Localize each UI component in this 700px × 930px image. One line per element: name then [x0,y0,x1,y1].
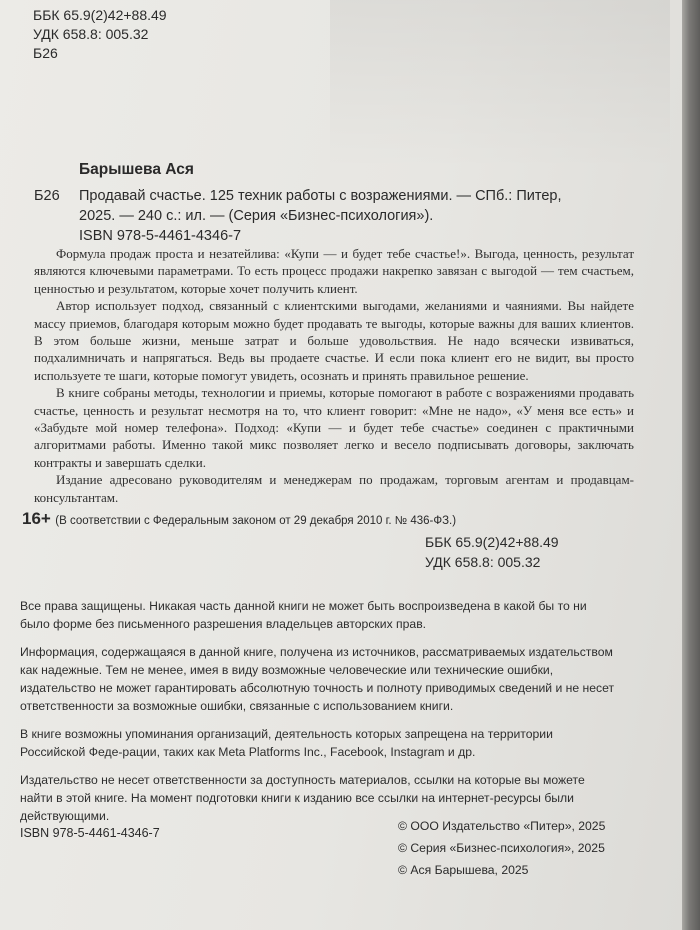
age-rating-mark: 16+ [22,509,51,528]
legal-paragraph: Издательство не несет ответственности за доступность материалов, ссылки на которые вы можете найти в этой книге. На момент подготовки книги к изданию все ссылки на интернет-ресурсы были действующими. [20,773,585,823]
classification-codes-bottom [425,532,559,572]
biblio-title: Продавай счастье. 125 техник работы с возражениями. — СПб.: Питер, [79,188,562,204]
author-sign: Б26 [33,45,58,61]
age-rating-law: (В соответствии с Федеральным законом от 29 декабря 2010 г. № 436-ФЗ.) [55,515,457,527]
biblio-line-2: 2025. — 240 с.: ил. — (Серия «Бизнес-психология»). [79,208,434,224]
annotation-paragraph: В книге собраны методы, технологии и приемы, которые помогают в работе с возражениями продавать счастье, ценность и результат несмотря на то, что клиент говорит: «Мне не надо», «У меня все есть» и «Забудьте мой номер телефона». Подход: «Купи — и будет тебе счастье» соединен с практичными алгоритмами работы. Именно такой микс позволяет легко и весело подписывать договоры, заключать контракты и завершать сделки. [34,385,634,470]
udk-code: УДК 658.8: 005.32 [425,554,541,570]
udk-code: УДК 658.8: 005.32 [33,26,149,42]
isbn-bottom: ISBN 978-5-4461-4346-7 [20,826,160,840]
annotation-paragraph: Формула продаж проста и незатейлива: «Купи — и будет тебе счастье!». Выгода, ценность, результат являются ключевыми параметрами. То есть процесс продажи накрепко завязан с выгодой — тем счастьем, ценностью и результатом, которые хочет получить клиент. [34,246,634,296]
biblio-line-1 [34,186,634,206]
bibliographic-record [34,186,634,246]
page-edge-shadow [682,0,700,930]
legal-paragraph: Все права защищены. Никакая часть данной книги не может быть воспроизведена в какой бы то ни было форме без письменного разрешения владельцев авторских прав. [20,599,587,631]
annotation [34,245,634,506]
age-rating [22,509,456,529]
biblio-isbn: ISBN 978-5-4461-4346-7 [79,228,242,244]
copyright-line: © Серия «Бизнес-психология», 2025 [398,841,605,855]
copyright-block [398,815,605,881]
legal-paragraph: Информация, содержащаяся в данной книге, получена из источников, рассматриваемых издательством как надежные. Тем не менее, имея в виду возможные человеческие или технические ошибки, издательство не может гарантировать абсолютную точность и полноту приводимых сведений и не несет ответственности за возможные ошибки, связанные с использованием книги. [20,645,615,713]
copyright-line: © ООО Издательство «Питер», 2025 [398,819,606,833]
annotation-paragraph: Издание адресовано руководителям и менеджерам по продажам, торговым агентам и продавцам-консультантам. [34,472,634,505]
legal-notice [20,597,616,835]
legal-paragraph: В книге возможны упоминания организаций, деятельность которых запрещена на территории Российской Феде-рации, таких как Meta Platforms Inc., Facebook, Instagram и др. [20,727,553,759]
annotation-paragraph: Автор использует подход, связанный с клиентскими выгодами, желаниями и чаяниями. Вы найдете массу приемов, благодаря которым можно будет продавать те выгоды, которые важны для ваших клиентов. В этом больше жизни, меньше затрат и больше удовольствия. Не надо всячески извиваться, подхалимничать и напрягаться. Ведь вы продаете счастье. И если пока клиент его не видит, вы просто используете те шаги, которые помогут увидеть, осознать и принять правильное решение. [34,298,634,383]
copyright-line: © Ася Барышева, 2025 [398,863,529,877]
biblio-code: Б26 [34,188,60,204]
bleed-through-shadow [330,0,670,170]
classification-codes-top [33,6,167,63]
bbk-code: ББК 65.9(2)42+88.49 [33,7,167,23]
author-name: Барышева Ася [79,161,194,178]
bbk-code: ББК 65.9(2)42+88.49 [425,534,559,550]
